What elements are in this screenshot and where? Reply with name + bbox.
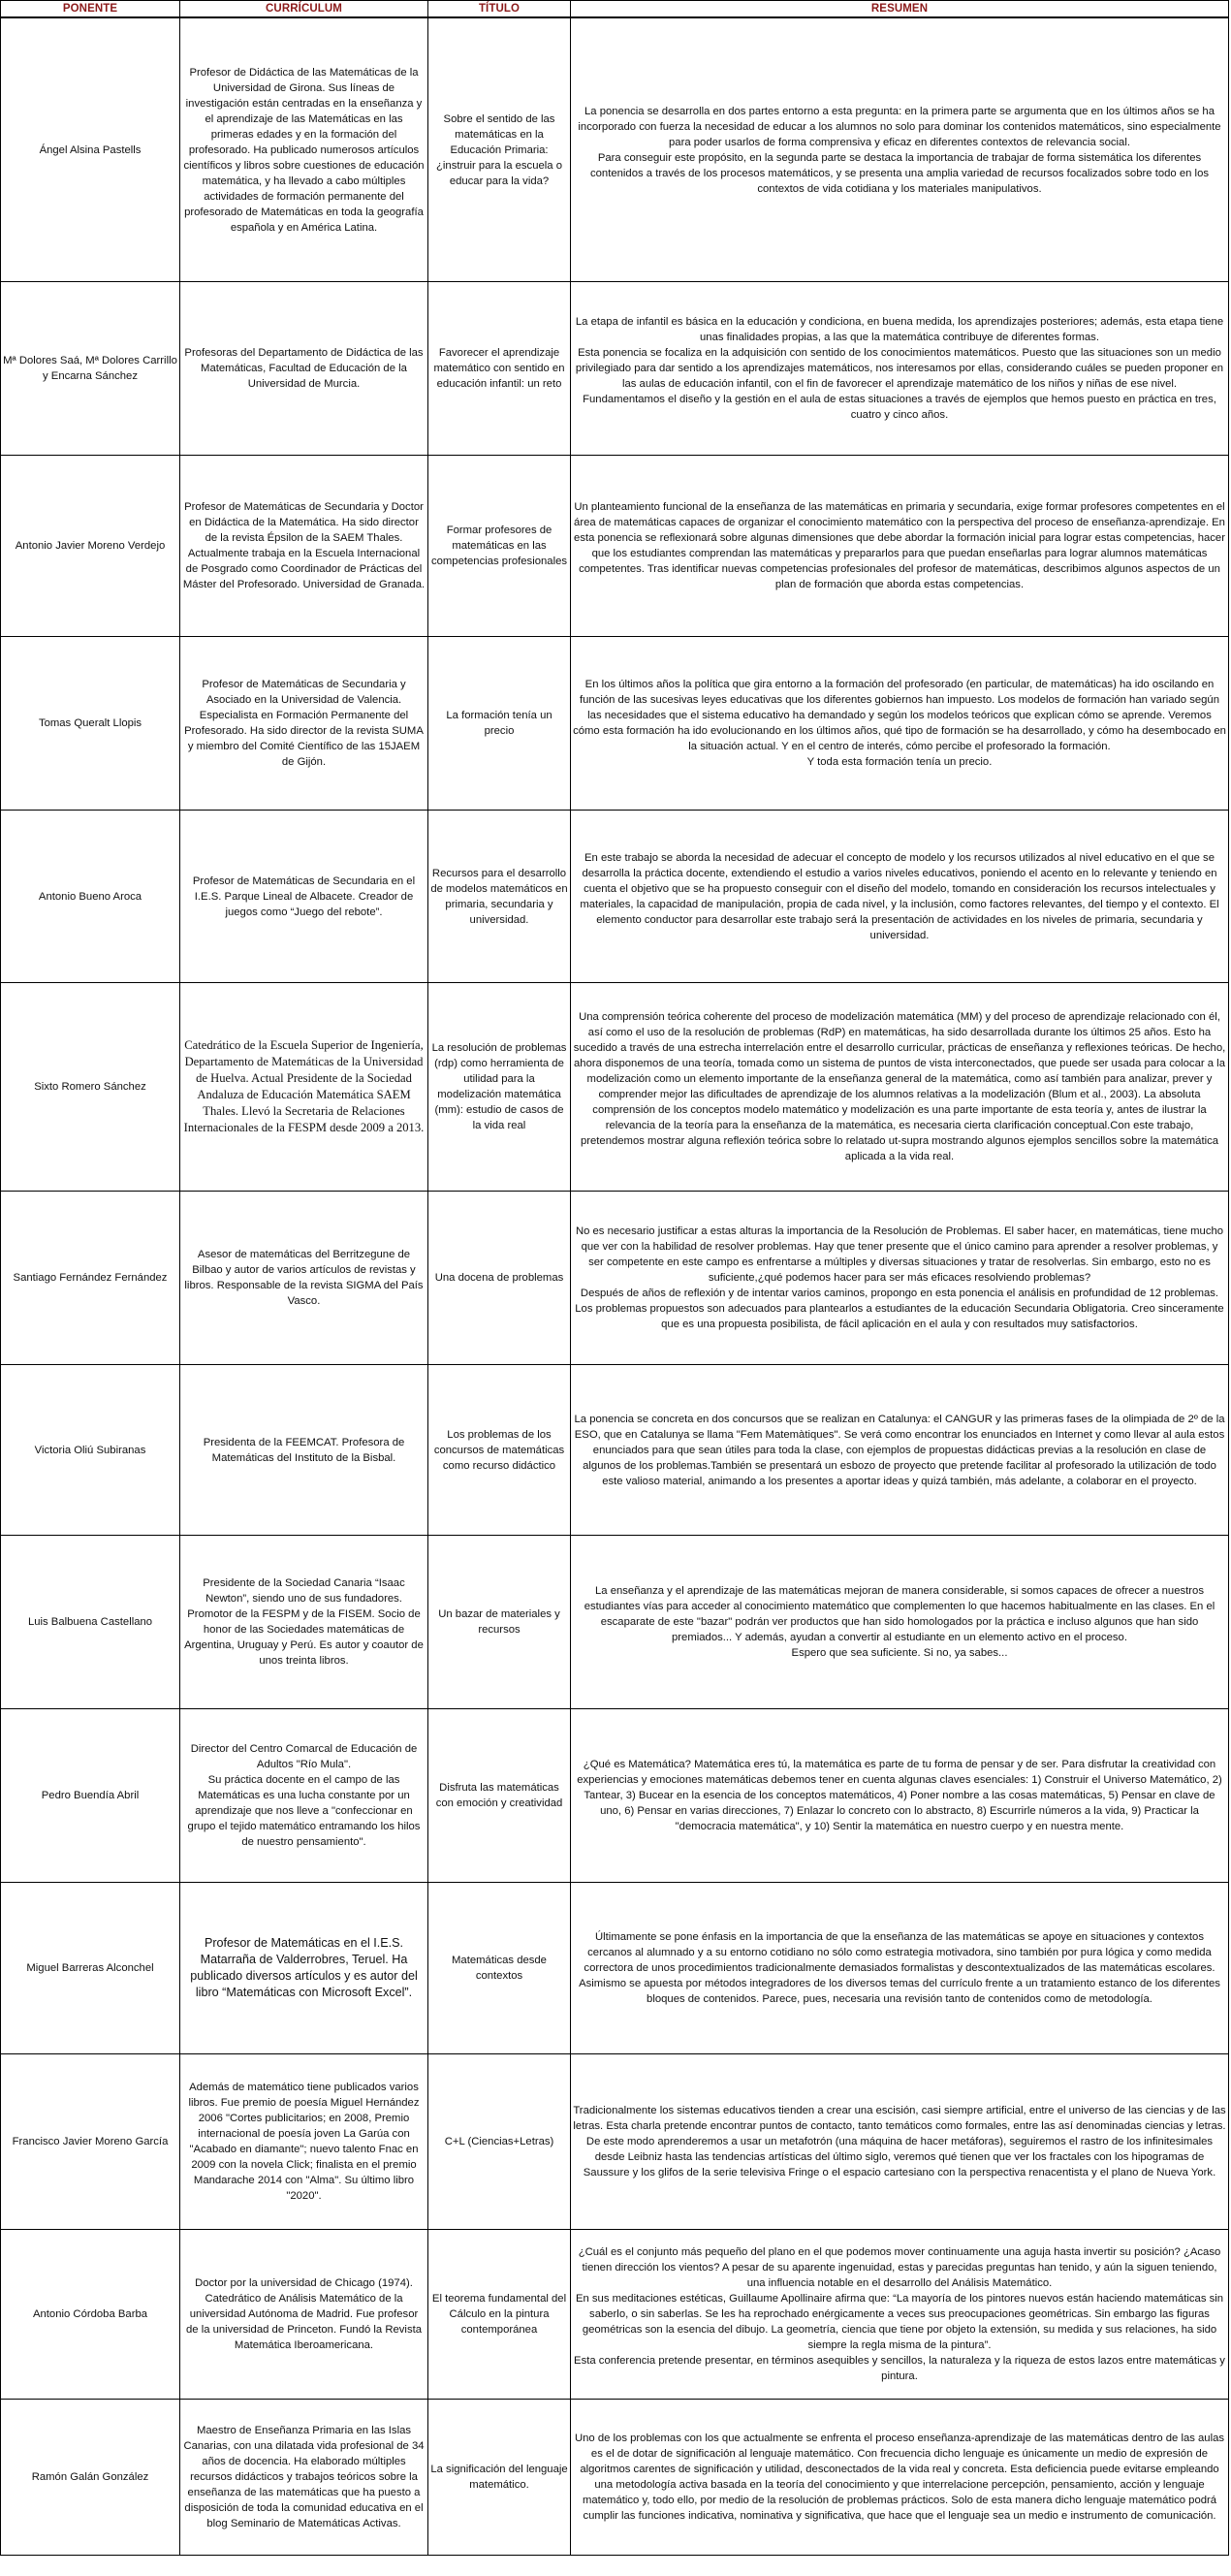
ponente-name: Miguel Barreras Alconchel [26,1962,154,1974]
resumen-text: Últimamente se pone énfasis en la importancia de que la enseñanza de las matemáticas se apoye en situaciones y contextos cercanos al alumnado y a su entorno cotidiano no sólo como estrategia motivadora, sino también por pura lógica y como medida correctora de unos procedimientos tradicionalmente demasiados formalistas y descontextualizados de las matemáticas escolares. Asimismo se apuesta por métodos integradores de los diversos temas del currículo frente a un tratamiento estanco de los diferentes bloques de contenidos. Parece, pues, necesaria una revisión tanto de contenidos como de metodología. [579,1931,1220,2005]
titulo-text: El teorema fundamental del Cálculo en la pintura contemporánea [431,2293,567,2336]
curriculum-cell [180,1536,428,1709]
titulo-text: La formación tenía un precio [446,710,552,737]
ponente-cell [1,282,180,456]
titulo-text: Recursos para el desarrollo de modelos matemáticos en primaria, secundaria y universidad. [430,867,568,926]
titulo-cell [428,2054,571,2230]
ponente-cell [1,2400,180,2556]
curriculum-text: Asesor de matemáticas del Berritzegune de Bilbao y autor de varios artículos de revistas y libros. Responsable de la revista SIGMA del País Vasco. [184,1249,424,1307]
curriculum-text: Presidente de la Sociedad Canaria “Isaac Newton”, siendo uno de sus fundadores. Promotor de la FESPM y de la FISEM. Socio de honor de las Sociedades matemáticas de Argentina, Uruguay y Perú. Es autor y coautor de unos treinta libros. [184,1577,424,1667]
resumen-text: No es necesario justificar a estas alturas la importancia de la Resolución de Problemas. El saber hacer, en matemáticas, tiene mucho que ver con la habilidad de resolver problemas. Hay que tener presente que el único camino para aprender a resolver problemas, y ser competente en este campo es enfrentarse a múltiples y diversas situaciones y tratar de resolverlas. Sin embargo, esto no es suficiente,¿qué podemos hacer para ser más eficaces resolviendo problemas? Después de años de reflexión y de intentar varios caminos, propongo en esta ponencia el análisis en profundidad de 12 problemas. Los problemas propuestos son adecuados para plantearlos a estudiantes de la educación Secundaria Obligatoria. Creo sinceramente que es una propuesta posibilista, de fácil aplicación en el aula y con resultados muy satisfactorios. [575,1225,1224,1330]
resumen-cell [571,1192,1229,1365]
curriculum-text: Maestro de Enseñanza Primaria en las Islas Canarias, con una dilatada vida profesional de 34 años de docencia. Ha elaborado múltiples recursos didácticos y trabajos teóricos sobre la enseñanza de las matemáticas que ha puesto a disposición de toda la comunidad educativa en el blog Seminario de Matemáticas Activas. [183,2425,425,2529]
ponente-cell [1,637,180,811]
ponente-name: Antonio Córdoba Barba [32,2308,148,2320]
titulo-cell [428,1709,571,1883]
titulo-text: Los problemas de los concursos de matemáticas como recurso didáctico [433,1428,565,1472]
titulo-text: C+L (Ciencias+Letras) [444,2136,554,2147]
ponente-name: Sixto Romero Sánchez [34,1081,146,1093]
curriculum-text: Profesor de Matemáticas en el I.E.S. Matarraña de Valderrobres, Teruel. Ha publicado diversos artículos y es autor del libro “Matemáticas con Microsoft Excel”. [190,1936,418,1999]
curriculum-text: Profesoras del Departamento de Didáctica de las Matemáticas, Facultad de Educación de la Universidad de Murcia. [184,347,424,390]
table-row [1,2400,1229,2556]
resumen-text: Un planteamiento funcional de la enseñanza de las matemáticas en primaria y secundaria, exige formar profesores competentes en el área de matemáticas capaces de organizar el conocimiento matemático con la perspectiva del proceso de enseñanza-aprendizaje. En esta ponencia se reflexionará sobre algunas dimensiones que debe abordar la formación inicial para lograr estas competencias, hacer que los estudiantes comprendan las matemáticas y prepararlos para que puedan enseñarlas para lograr alumnos matemáticas competentes. Tras identificar nuevas competencias profesionales del profesor de matemáticas, describimos algunos aspectos de un plan de formación que aborda estas competencias. [574,501,1225,590]
titulo-text: Una docena de problemas [434,1272,564,1284]
titulo-cell [428,2230,571,2400]
ponente-cell [1,1365,180,1536]
table-row [1,983,1229,1192]
ponente-name: Francisco Javier Moreno García [12,2136,169,2147]
ponente-name: Ángel Alsina Pastells [39,143,142,156]
titulo-text: Disfruta las matemáticas con emoción y creatividad [435,1782,563,1809]
ponente-name: Santiago Fernández Fernández [13,1272,168,1284]
resumen-cell [571,1709,1229,1883]
titulo-cell [428,637,571,811]
ponente-name: Ramón Galán González [31,2471,149,2483]
resumen-text: En los últimos años la política que gira entorno a la formación del profesorado (en particular, de matemáticas) ha ido oscilando en función de las sucesivas leyes educativas que los diferentes gobiernos han impuesto. Los modelos de formación han variado según las necesidades que el sistema educativo ha demandado y según los modelos teóricos que explican cómo se aprende. Veremos cómo esta formación ha ido evolucionando en los últimos años, qué tipo de formación se ha desarrollado, y cómo ha desembocado en la situación actual. Y en el centro de interés, cómo percibe el profesorado la formación. Y toda esta formación tenía un precio. [573,679,1226,768]
curriculum-cell [180,1883,428,2054]
ponente-cell [1,983,180,1192]
curriculum-text: Director del Centro Comarcal de Educación de Adultos "Río Mula". Su práctica docente en el campo de las Matemáticas es una lucha constante por un aprendizaje que nos lleve a "confeccionar en grupo el tejido matemático entramando los hilos de nuestro pensamiento". [187,1743,421,1848]
titulo-cell [428,1365,571,1536]
resumen-cell [571,2400,1229,2556]
titulo-text: Matemáticas desde contextos [452,1955,547,1982]
table-row [1,456,1229,637]
curriculum-cell [180,2054,428,2230]
curriculum-cell [180,983,428,1192]
titulo-cell [428,456,571,637]
resumen-cell [571,811,1229,983]
ponente-cell [1,1536,180,1709]
ponente-cell [1,811,180,983]
curriculum-cell [180,1709,428,1883]
titulo-cell [428,1192,571,1365]
table-row [1,1192,1229,1365]
resumen-cell [571,637,1229,811]
curriculum-text: Profesor de Matemáticas de Secundaria y Doctor en Didáctica de la Matemática. Ha sido director de la revista Épsilon de la SAEM Thales. Actualmente trabaja en la Escuela Internacional de Posgrado como Coordinador de Prácticas del Máster del Profesorado. Universidad de Granada. [182,501,426,590]
ponente-cell [1,2054,180,2230]
curriculum-text: Además de matemático tiene publicados varios libros. Fue premio de poesía Miguel Hernández 2006 "Cortes publicitarios; en 2008, Premio internacional de poesía joven La Garúa con "Acabado en diamante"; nuevo talento Fnac en 2009 con la novela Click; finalista en el premio Mandarache 2014 con "Alma". Su último libro "2020". [188,2082,420,2202]
resumen-text: Uno de los problemas con los que actualmente se enfrenta el proceso enseñanza-aprendizaje de las matemáticas dentro de las aulas es el de dotar de significación al lenguaje matemático. Con frecuencia dicho lenguaje es únicamente un medio de expresión de algoritmos carentes de significación y utilidad, desconectados de la vida real y concreta. Esta deficiencia puede evitarse empleando una metodología activa basada en la teoría del conocimiento y que interrelacione percepción, pensamiento, acción y lenguaje matemático y, todo ello, por medio de la resolución de problemas prácticos. Solo de esta manera dicho lenguaje matemático podrá cumplir las funciones indicativa, nominativa y significativa, que hace que el lenguaje sea un medio e instrumento de comunicación. [574,2433,1225,2522]
table-row [1,2054,1229,2230]
titulo-cell [428,2400,571,2556]
header-titulo: TÍTULO [428,1,571,18]
resumen-cell [571,282,1229,456]
ponente-name: Victoria Oliú Subiranas [34,1444,146,1456]
resumen-text: ¿Cuál es el conjunto más pequeño del plano en el que podemos mover continuamente una aguja hasta invertir su posición? ¿Acaso tienen dirección los vientos? A pesar de su aparente ingenuidad, estas y parecidas preguntas han tenido, y aún la siguen teniendo, una influencia notable en el desarrollo del Análisis Matemático. En sus meditaciones estéticas, Guillaume Apollinaire afirma que: “La mayoría de los pintores nuevos están haciendo matemáticas sin saberlo, o sin saberlas. Se les ha reprochado enérgicamente a veces sus preocupaciones geométricas. Sin embargo las figuras geométricas son la esencia del dibujo. La geometría, ciencia que tiene por objeto la extensión, su medida y sus relaciones, ha sido siempre la regla misma de la pintura”. Esta conferencia pretende presentar, en términos asequibles y sencillos, la naturaleza y la riqueza de estos lazos entre matemáticas y pintura. [574,2246,1225,2382]
curriculum-text: Doctor por la universidad de Chicago (1974). Catedrático de Análisis Matemático de la universidad Autónoma de Madrid. Fue profesor de la universidad de Princeton. Fundó la Revista Matemática Iberoamericana. [185,2277,423,2351]
header-row [1,1,1229,18]
titulo-text: Favorecer el aprendizaje matemático con sentido en educación infantil: un reto [433,347,565,390]
titulo-text: Formar profesores de matemáticas en las competencias profesionales [430,525,568,567]
header-resumen: RESUMEN [571,1,1229,18]
resumen-cell [571,2230,1229,2400]
ponente-cell [1,1883,180,2054]
ponente-name: Antonio Bueno Aroca [38,890,142,903]
curriculum-text: Profesor de Matemáticas de Secundaria y Asociado en la Universidad de Valencia. Especialista en Formación Permanente del Profesorado. Ha sido director de la revista SUMA y miembro del Comité Científico de las 15JAEM de Gijón. [184,679,424,768]
table-row [1,1883,1229,2054]
resumen-cell [571,2054,1229,2230]
curriculum-cell [180,1365,428,1536]
titulo-cell [428,983,571,1192]
curriculum-text: Profesor de Didáctica de las Matemáticas de la Universidad de Girona. Sus líneas de investigación están centradas en la enseñanza y el aprendizaje de las Matemáticas en las primeras edades y en la formación del profesorado. Ha publicado numerosos artículos científicos y libros sobre cuestiones de educación matemática, y ha llevado a cabo múltiples actividades de formación permanente del profesorado de Matemáticas en toda la geografía española y en América Latina. [183,66,425,234]
resumen-text: La enseñanza y el aprendizaje de las matemáticas mejoran de manera considerable, si somos capaces de ofrecer a nuestros estudiantes vías para acceder al conocimiento matemático que complementen lo que hacemos habitualmente en las clases. En el escaparate de este "bazar" podrán ver productos que han sido homologados por la práctica e incluso algunos que han sido premiados... Y además, ayudan a convertir al estudiante en un elemento activo en el proceso. Espero que sea suficiente. Si no, ya sabes... [584,1585,1215,1659]
table-row [1,1365,1229,1536]
curriculum-text: Presidenta de la FEEMCAT. Profesora de Matemáticas del Instituto de la Bisbal. [203,1436,405,1464]
resumen-cell [571,1883,1229,2054]
titulo-text: La resolución de problemas (rdp) como herramienta de utilidad para la modelización matemática (mm): estudio de casos de la vida real [431,1042,567,1131]
ponente-name: Antonio Javier Moreno Verdejo [15,540,166,552]
ponente-name: Luis Balbuena Castellano [27,1616,153,1628]
ponente-cell [1,17,180,282]
titulo-cell [428,1883,571,2054]
curriculum-cell [180,17,428,282]
table-row [1,17,1229,282]
curriculum-text: Catedrático de la Escuela Superior de Ingeniería, Departamento de Matemáticas de la Universidad de Huelva. Actual Presidente de la Sociedad Andaluza de Educación Matemática SAEM Thales. Llevó la Secretaria de Relaciones Internacionales de la FESPM desde 2009 a 2013. [183,1038,425,1134]
resumen-text: La etapa de infantil es básica en la educación y condiciona, en buena medida, los aprendizajes posteriores; además, esta etapa tiene unas finalidades propias, a las que la matemática contribuye de diferentes formas. Esta ponencia se focaliza en la adquisición con sentido de los conocimientos matemáticos. Puesto que las situaciones son un medio privilegiado para dar sentido a los aprendizajes matemáticos, nos interesamos por ellas, considerando cuáles se pueden proponer en las aulas de educación infantil, con el fin de favorecer el aprendizaje matemático de los niños y niñas de ese nivel. Fundamentamos el diseño y la gestión en el aula de estas situaciones a través de ejemplos que hemos puesto en práctica en tres, cuatro y cinco años. [575,316,1224,421]
resumen-cell [571,983,1229,1192]
curriculum-text: Profesor de Matemáticas de Secundaria en el I.E.S. Parque Lineal de Albacete. Creador de juegos como “Juego del rebote”. [192,875,416,918]
curriculum-cell [180,811,428,983]
titulo-text: La significación del lenguaje matemático. [430,2464,568,2491]
table-row [1,2230,1229,2400]
table-row [1,1536,1229,1709]
curriculum-cell [180,282,428,456]
table-row [1,637,1229,811]
titulo-text: Sobre el sentido de las matemáticas en la Educación Primaria: ¿instruir para la escuela o educar para la vida? [436,112,562,187]
curriculum-cell [180,1192,428,1365]
titulo-cell [428,17,571,282]
titulo-cell [428,282,571,456]
ponente-cell [1,456,180,637]
resumen-cell [571,17,1229,282]
resumen-text: Una comprensión teórica coherente del proceso de modelización matemática (MM) y del proceso de aprendizaje relacionado con él, así como el uso de la resolución de problemas (RdP) en matemáticas, ha sido desarrollada durante los últimos 25 años. Esto ha sucedido a través de una estrecha interrelación entre el desarrollo curricular, prácticas de enseñanza y reflexiones teóricas. De hecho, ahora disponemos de una teoría, tomada como un sistema de puntos de vista interconectados, que puede ser usada para colocar a la modelización como un elemento importante de la enseñanza general de la matemática, como así también para analizar, prever y comprender mejor las dificultades de aprendizaje de los alumnos relativas a la modelización (Blum et al., 2003). La absoluta comprensión de los conceptos modelo matemático y modelización es una parte importante de esta teoría y, antes de ilustrar la relevancia de la teoría para la enseñanza de la matemática, es necesaria cierta clarificación conceptual.Con este trabajo, pretendemos mostrar alguna reflexión teórica sobre lo relatado ut-supra mostrando algunos ejemplos sencillos sobre la matemática aplicada a la vida real. [573,1011,1226,1162]
curriculum-cell [180,456,428,637]
ponente-name: Mª Dolores Saá, Mª Dolores Carrillo y Encarna Sánchez [3,355,177,382]
ponente-cell [1,1192,180,1365]
resumen-text: En este trabajo se aborda la necesidad de adecuar el concepto de modelo y los recursos utilizados al nivel educativo en el que se desarrolla la práctica docente, extendiendo el estudio a varios niveles educativos, poniendo el acento en lo relevante y teniendo en cuenta el objetivo que se ha propuesto conseguir con el diseño del modelo, tomando en consideración los recursos intelectuales y materiales, la capacidad de manipulación, propia de cada nivel, y la inclusión, como factores relevantes, del tiempo y el contexto. El elemento conductor para desarrollar este trabajo será la presentación de actividades en los niveles de primaria, secundaria y universidad. [580,851,1219,941]
curriculum-cell [180,2230,428,2400]
curriculum-cell [180,2400,428,2556]
resumen-text: ¿Qué es Matemática? Matemática eres tú, la matemática es parte de tu forma de pensar y de ser. Para disfrutar la creatividad con experiencias y emociones matemáticas debemos tener en cuenta algunas claves esenciales: 1) Construir el Universo Matemático, 2) Tantear, 3) Bucear en la esencia de los conceptos matemáticos, 4) Poner nombre a las cosas matemáticas, 5) Pensar en clave de uno, 6) Pensar en varias direcciones, 7) Enlazar lo concreto con lo abstracto, 8) Escurrirle números a la vida, 9) Practicar la "democracia matemática", y 10) Sentir la matemática en nuestro cuerpo y en nuestra mente. [577,1759,1222,1832]
resumen-text: Tradicionalmente los sistemas educativos tienden a crear una escisión, casi siempre artificial, entre el universo de las ciencias y de las letras. Esta charla pretende encontrar puntos de contacto, tanto temáticos como formales, entre las así denominadas ciencias y letras. De este modo aprenderemos a usar un metafotrón (una máquina de hacer metáforas), seguiremos el rastro de los infinitesimales desde Leibniz hasta las tendencias artísticas del último siglo, veremos qué tienen que ver los fractales con los hipogramas de Saussure y los glifos de la serie televisiva Fringe o el espacio cartesiano con la perspectiva renacentista y el plano de Nueva York. [573,2105,1226,2178]
titulo-cell [428,811,571,983]
header-ponente: PONENTE [1,1,180,18]
resumen-text: La ponencia se concreta en dos concursos que se realizan en Catalunya: el CANGUR y las primeras fases de la olimpiada de 2º de la ESO, que en Catalunya se llama "Fem Matemàtiques". Se verá como encontrar los enunciados en Internet y como llevar al aula estos enunciados para que sean útiles para toda la clase, con ejemplos de propuestas didácticas previas a la resolución en clase de algunos de los problemas.También se presentará un esbozo de proyecto que pretende facilitar al profesorado la utilización de todo este valioso material, animando a los presentes a aportar ideas y quizá también, más adelante, a colaborar en el proyecto. [574,1413,1225,1487]
titulo-cell [428,1536,571,1709]
resumen-cell [571,456,1229,637]
header-curriculum: CURRÍCULUM [180,1,428,18]
resumen-cell [571,1365,1229,1536]
ponente-name: Pedro Buendía Abril [41,1790,140,1801]
resumen-text: La ponencia se desarrolla en dos partes entorno a esta pregunta: en la primera parte se argumenta que en los últimos años se ha incorporado con fuerza la necesidad de educar a los alumnos no solo para dominar los contenidos matemáticos, sino especialmente para poder usarlos de forma comprensiva y eficaz en diferentes contextos de relevancia social. Para conseguir este propósito, en la segunda parte se destaca la importancia de trabajar de forma sistemática los diferentes contenidos a través de los procesos matemáticos, y se presenta una amplia variedad de recursos focalizados sobre todo en los contextos de vida cotidiana y los materiales manipulativos. [578,105,1221,195]
ponente-cell [1,1709,180,1883]
table-row [1,282,1229,456]
curriculum-cell [180,637,428,811]
titulo-text: Un bazar de materiales y recursos [438,1608,560,1636]
table-row [1,811,1229,983]
resumen-cell [571,1536,1229,1709]
ponente-cell [1,2230,180,2400]
table-row [1,1709,1229,1883]
ponente-name: Tomas Queralt Llopis [38,717,142,729]
